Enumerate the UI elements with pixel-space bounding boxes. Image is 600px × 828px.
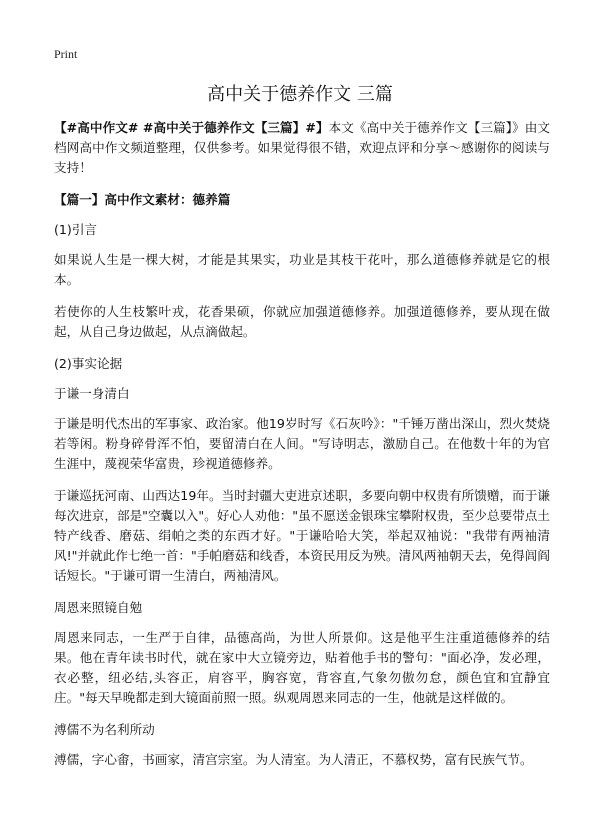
paragraph: 于谦是明代杰出的军事家、政治家。他19岁时写《石灰吟》："千锤万凿出深山，烈火焚烧若等闲。粉身碎骨浑不怕，要留清白在人间。"写诗明志，激励自己。在他数十年的为官生涯中，蔑视荣华富贵，珍视道德修养。 [54, 416, 550, 471]
print-link[interactable]: Print [54, 47, 78, 61]
paragraph: 周恩来同志，一生严于自律，品德高尚，为世人所景仰。这是他平生注重道德修养的结果。他在青年读书时代，就在家中大立镜旁边，贴着他手书的警句："面必净，发必理，衣必整，纽必结,头容正，肩容平，胸容宽，背容直,气象勿傲勿怠，颜色宜和宜静宜庄。"每天早晚都走到大镜面前照一照。纵观周恩来同志的一生，他就是这样做的。 [54, 630, 550, 705]
intro-text: 本文《高中关于德养作文【三篇】》由文档网高中作文频道整理，仅供参考。如果觉得很不错，欢迎点评和分享～感谢你的阅读与支持！ [54, 120, 551, 175]
subheading-intro: (1)引言 [54, 222, 98, 237]
page-title: 高中关于德养作文 三篇 [207, 84, 393, 105]
section-heading: 【篇一】高中作文素材：德养篇 [54, 192, 231, 207]
paragraph: 于谦巡抚河南、山西达19年。当时封疆大吏进京述职，多要向朝中权贵有所馈赠，而于谦每次进京，部是"空囊以入"。好心人劝他："虽不愿送金银珠宝攀附权贵，至少总要带点土特产线香、磨菇、绢帕之类的东西才好。"于谦哈哈大笑，举起双袖说："我带有两袖清风!"并就此作七绝一首："手帕磨菇和线香，本资民用反为殃。清风两袖朝天去，免得闾阎话短长。"于谦可谓一生清白，两袖清风。 [54, 488, 550, 583]
intro-paragraph [54, 118, 550, 178]
article-body [54, 118, 550, 782]
topic-title: 周恩来照镜自勉 [54, 600, 143, 615]
topic-title: 溥儒不为名利所动 [54, 722, 155, 737]
topic-title: 于谦一身清白 [54, 386, 130, 401]
paragraph: 如果说人生是一棵大树，才能是其果实，功业是其枝干花叶，那么道德修养就是它的根本。 [54, 252, 550, 287]
subheading-evidence: (2)事实论据 [54, 356, 123, 371]
paragraph: 溥儒，字心畬，书画家，清宫宗室。为人清室。为人清正，不慕权势，富有民族气节。 [54, 752, 533, 767]
paragraph: 若使你的人生枝繁叶戎，花香果硕，你就应加强道德修养。加强道德修养，要从现在做起，从自己身边做起，从点滴做起。 [54, 304, 550, 339]
intro-tag: 【#高中作文# #高中关于德养作文【三篇】#】 [54, 120, 329, 135]
